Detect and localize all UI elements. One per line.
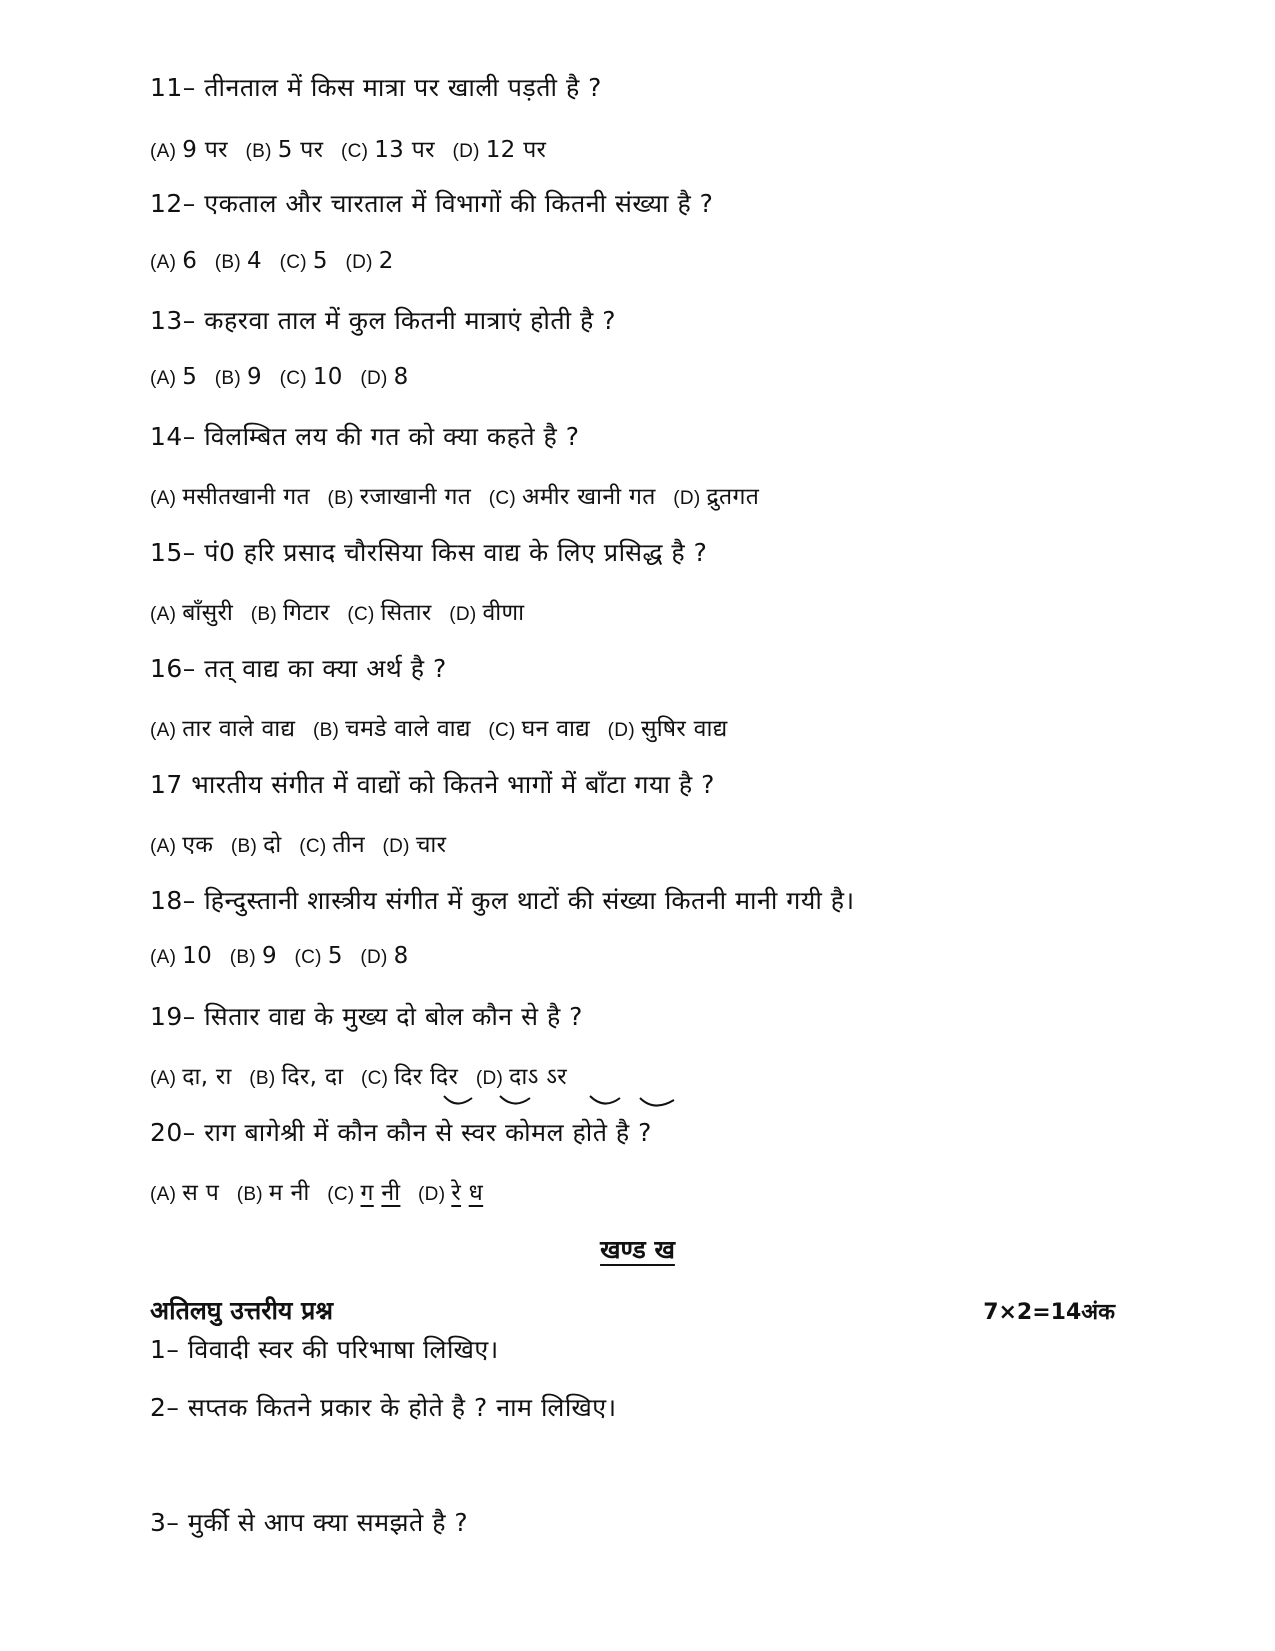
options-19 [150,1059,577,1091]
option-b: (B) म नी [236,1180,310,1206]
option-b: (B) 5 पर [245,137,324,163]
options-12 [150,248,404,274]
options-11 [150,132,556,164]
option-d: (D) दाऽ ऽर [475,1064,567,1090]
option-d: (D) 8 [360,364,409,390]
option-c: (C) 5 [294,943,343,969]
option-a: (A) 5 [150,364,198,390]
options-15 [150,595,534,627]
option-a: (A) तार वाले वाद्य [150,716,296,742]
slur-arc [640,1098,674,1106]
short-question-1: 1– विवादी स्वर की परिभाषा लिखिए। [150,1335,499,1364]
option-a: (A) 9 पर [150,137,228,163]
option-d: (D) 12 पर [452,137,547,163]
option-c: (C) घन वाद्य [488,716,591,742]
short-question-2: 2– सप्तक कितने प्रकार के होते है ? नाम लिखिए। [150,1393,617,1422]
question-19: 19– सितार वाद्य के मुख्य दो बोल कौन से है ? [150,1002,583,1031]
option-c: (C) तीन [299,832,365,858]
options-13 [150,364,419,390]
slur-arc [444,1096,472,1104]
question-16: 16– तत् वाद्य का क्या अर्थ है ? [150,654,447,683]
option-c: (C) अमीर खानी गत [488,484,656,510]
option-a: (A) मसीतखानी गत [150,484,310,510]
option-d: (D) चार [382,832,447,858]
option-d: (D) रे ध [418,1180,484,1206]
short-question-3: 3– मुर्की से आप क्या समझते है ? [150,1508,469,1537]
option-b: (B) चमडे वाले वाद्य [312,716,471,742]
question-17: 17 भारतीय संगीत में वाद्यों को कितने भागों में बाँटा गया है ? [150,770,715,799]
option-c: (C) ग नी [327,1180,401,1206]
option-d: (D) वीणा [449,600,525,626]
option-a: (A) स प [150,1180,220,1206]
slur-arc [590,1096,620,1104]
question-13: 13– कहरवा ताल में कुल कितनी मात्राएं होती है ? [150,306,617,335]
option-a: (A) एक [150,832,214,858]
question-15: 15– पं0 हरि प्रसाद चौरसिया किस वाद्य के लिए प्रसिद्ध है ? [150,538,708,567]
options-17 [150,827,456,859]
options-16 [150,711,738,743]
section-title: खण्ड ख [600,1235,675,1264]
slur-arc [500,1096,530,1104]
option-c: (C) 10 [279,364,343,390]
section-marks: 7×2=14अंक [983,1300,1115,1325]
options-18 [150,943,419,969]
option-c: (C) दिर दिर [360,1064,459,1090]
komal-swar: ध [468,1180,484,1206]
option-b: (B) दिर, दा [249,1064,344,1090]
slur-marks [440,1092,680,1116]
question-11: 11– तीनताल में किस मात्रा पर खाली पड़ती है ? [150,73,602,102]
option-b: (B) 9 [229,943,277,969]
option-a: (A) 6 [150,248,198,274]
option-d: (D) सुषिर वाद्य [607,716,728,742]
komal-swar: रे [451,1180,462,1206]
question-12: 12– एकताल और चारताल में विभागों की कितनी संख्या है ? [150,189,714,218]
question-14: 14– विलम्बित लय की गत को क्या कहते है ? [150,422,580,451]
komal-swar: नी [381,1180,401,1206]
section-subtitle: अतिलघु उत्तरीय प्रश्न [150,1296,334,1325]
option-d: (D) 8 [360,943,409,969]
option-d: (D) द्रुतगत [673,484,760,510]
option-c: (C) 5 [279,248,328,274]
option-d: (D) 2 [345,248,394,274]
option-b: (B) गिटार [250,600,330,626]
option-c: (C) सितार [347,600,432,626]
options-20 [150,1175,493,1207]
option-a: (A) 10 [150,943,213,969]
question-20: 20– राग बागेश्री में कौन कौन से स्वर कोमल होते है ? [150,1118,652,1147]
option-c: (C) 13 पर [340,137,435,163]
option-b: (B) 9 [214,364,262,390]
option-b: (B) 4 [214,248,262,274]
option-a: (A) दा, रा [150,1064,232,1090]
komal-swar: ग [360,1180,374,1206]
question-18: 18– हिन्दुस्तानी शास्त्रीय संगीत में कुल थाटों की संख्या कितनी मानी गयी है। [150,886,855,915]
options-14 [150,479,769,511]
option-a: (A) बाँसुरी [150,600,234,626]
option-b: (B) रजाखानी गत [327,484,472,510]
option-b: (B) दो [230,832,282,858]
